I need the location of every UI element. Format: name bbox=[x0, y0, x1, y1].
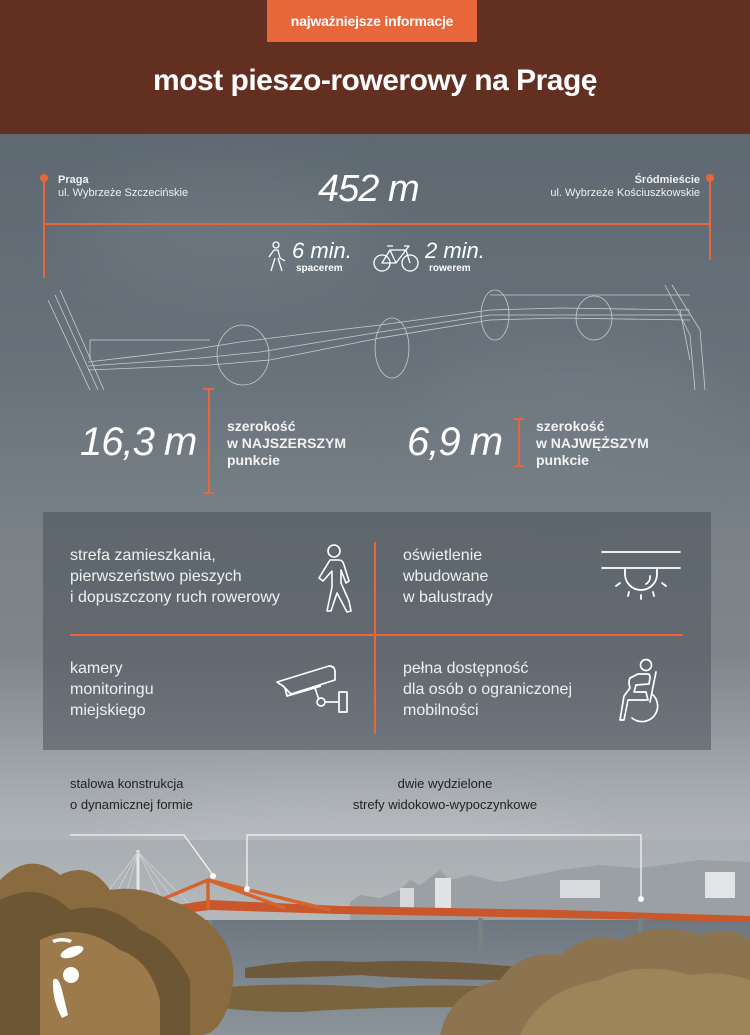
min-width-tick-top bbox=[514, 418, 524, 420]
callout-line2: strefy widokowo-wypoczynkowe bbox=[352, 797, 538, 812]
span-line bbox=[44, 223, 710, 225]
feature-living-zone bbox=[70, 545, 280, 608]
feature-text: i dopuszczony ruch rowerowy bbox=[70, 589, 280, 606]
min-width-label bbox=[536, 418, 649, 469]
max-width-tick-bottom bbox=[203, 492, 214, 494]
panel-divider-vertical bbox=[374, 542, 376, 734]
feature-text: miejskiego bbox=[70, 702, 146, 719]
feature-text: w balustrady bbox=[403, 589, 493, 606]
max-width-marker bbox=[208, 388, 210, 493]
feature-text: pełna dostępność bbox=[403, 660, 529, 677]
header bbox=[0, 0, 750, 134]
callout-viewing-zones bbox=[338, 773, 552, 815]
left-location bbox=[58, 174, 188, 200]
min-width-marker bbox=[518, 418, 520, 466]
min-width-tick-bottom bbox=[514, 465, 524, 467]
lamp-icon bbox=[600, 548, 682, 604]
max-width-line1: szerokość bbox=[227, 418, 296, 434]
right-district: Śródmieście bbox=[634, 174, 700, 186]
bike-time-value: 2 min. bbox=[425, 238, 485, 263]
feature-text: oświetlenie bbox=[403, 547, 483, 564]
callout-steel-structure bbox=[70, 773, 193, 815]
feature-cameras bbox=[70, 658, 154, 721]
callout-line2: o dynamicznej formie bbox=[70, 797, 193, 812]
max-width-line3: punkcie bbox=[227, 452, 280, 468]
feature-text: kamery bbox=[70, 660, 123, 677]
pedestrian-icon bbox=[313, 543, 359, 615]
walk-time-mode: spacerem bbox=[296, 263, 343, 274]
left-street: ul. Wybrzeże Szczecińskie bbox=[58, 187, 189, 199]
bridge-length: 452 m bbox=[318, 168, 419, 210]
bike-time bbox=[373, 240, 485, 274]
max-width-tick-top bbox=[203, 388, 214, 390]
callout-leader-lines bbox=[0, 820, 750, 910]
feature-text: strefa zamieszkania, bbox=[70, 547, 216, 564]
badge: najważniejsze informacje bbox=[267, 0, 477, 42]
bridge-plan-drawing bbox=[0, 280, 750, 400]
min-width-value: 6,9 m bbox=[407, 420, 503, 464]
left-endpoint-line bbox=[43, 178, 45, 278]
feature-text: monitoringu bbox=[70, 681, 154, 698]
walking-person-icon bbox=[264, 240, 288, 274]
max-width-label bbox=[227, 418, 346, 469]
bike-time-mode: rowerem bbox=[429, 263, 471, 274]
feature-text: pierwszeństwo pieszych bbox=[70, 568, 242, 585]
wheelchair-icon bbox=[618, 658, 664, 724]
bicycle-icon bbox=[373, 240, 419, 274]
feature-text: wbudowane bbox=[403, 568, 489, 585]
panel-divider-horizontal bbox=[70, 634, 683, 636]
min-width-line1: szerokość bbox=[536, 418, 605, 434]
callout-line1: stalowa konstrukcja bbox=[70, 776, 184, 791]
walk-time bbox=[264, 240, 352, 274]
left-district: Praga bbox=[58, 174, 89, 186]
min-width-line3: punkcie bbox=[536, 452, 589, 468]
cctv-camera-icon bbox=[275, 662, 351, 714]
max-width-line2: w NAJSZERSZYM bbox=[227, 435, 347, 451]
max-width-value: 16,3 m bbox=[80, 420, 197, 464]
feature-accessibility bbox=[403, 658, 572, 721]
feature-lighting bbox=[403, 545, 493, 608]
right-street: ul. Wybrzeże Kościuszkowskie bbox=[550, 187, 700, 199]
callout-line1: dwie wydzielone bbox=[397, 776, 493, 791]
right-location bbox=[550, 174, 700, 200]
feature-text: mobilności bbox=[403, 702, 479, 719]
page-title: most pieszo-rowerowy na Pragę bbox=[153, 64, 597, 97]
right-endpoint-line bbox=[709, 178, 711, 260]
min-width-line2: w NAJWĘŻSZYM bbox=[536, 435, 649, 451]
walk-time-value: 6 min. bbox=[292, 238, 352, 263]
feature-text: dla osób o ograniczonej bbox=[403, 681, 573, 698]
